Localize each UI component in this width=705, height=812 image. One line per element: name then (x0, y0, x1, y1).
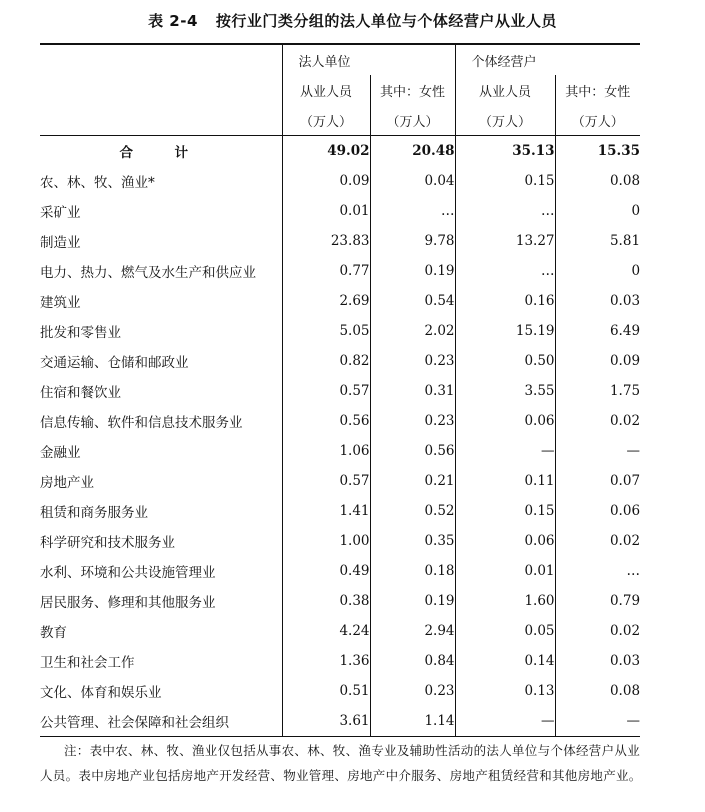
cell-value: 0.50 (455, 346, 555, 376)
cell-value: 6.49 (555, 316, 640, 346)
table-row (40, 376, 640, 406)
cell-value: 0.84 (370, 646, 455, 676)
cell-value: 0.11 (455, 466, 555, 496)
row-label: 教育 (40, 625, 67, 641)
table-row (40, 166, 640, 196)
cell-value: 0.82 (282, 346, 370, 376)
cell-value: 0.06 (455, 406, 555, 436)
row-label: 公共管理、社会保障和社会组织 (40, 706, 282, 737)
table-row (40, 556, 640, 586)
cell-value: 0.09 (555, 346, 640, 376)
cell-value: 0.02 (555, 526, 640, 556)
header-employees-2: 从业人员 (455, 75, 555, 105)
row-label: 采矿业 (40, 205, 81, 221)
cell-value: 5.05 (282, 316, 370, 346)
cell-value: 0.35 (370, 526, 455, 556)
cell-value: 1.00 (282, 526, 370, 556)
cell-value: 2.69 (282, 286, 370, 316)
cell-value: 0.56 (370, 436, 455, 466)
table-row (40, 586, 640, 616)
cell-value: 0.49 (282, 556, 370, 586)
table-row (40, 346, 640, 376)
cell-value: 0.14 (455, 646, 555, 676)
cell-value: 0.79 (555, 586, 640, 616)
cell-value: 49.02 (282, 136, 370, 167)
table-row (40, 466, 640, 496)
cell-value: — (555, 706, 640, 737)
table-row (40, 286, 640, 316)
cell-value: 0.08 (555, 676, 640, 706)
table-row (40, 646, 640, 676)
cell-value: 0.15 (455, 496, 555, 526)
header-female-1: 其中：女性 (370, 75, 455, 105)
header-group-legal-units: 法人单位 (282, 44, 455, 75)
cell-value: 0.19 (370, 586, 455, 616)
cell-value: 0.05 (455, 616, 555, 646)
header-unit-2: （万人） (370, 105, 455, 136)
cell-value: 1.41 (282, 496, 370, 526)
table-row (40, 526, 640, 556)
cell-value: 3.61 (282, 706, 370, 737)
cell-value: 1.60 (455, 586, 555, 616)
header-row-units (40, 105, 640, 136)
row-label: 制造业 (40, 235, 81, 251)
cell-value: — (455, 706, 555, 737)
header-female-2: 其中：女性 (555, 75, 640, 105)
cell-value: 0.09 (282, 166, 370, 196)
cell-value: 0.19 (370, 256, 455, 286)
cell-value: 0.52 (370, 496, 455, 526)
cell-value: 5.81 (555, 226, 640, 256)
cell-value: 0.15 (455, 166, 555, 196)
data-table (40, 43, 640, 737)
cell-value: 9.78 (370, 226, 455, 256)
row-label: 农、林、牧、渔业* (40, 175, 155, 191)
table-row (40, 316, 640, 346)
row-label: 合 计 (119, 145, 202, 161)
cell-value: 15.19 (455, 316, 555, 346)
row-label: 租赁和商务服务业 (40, 505, 148, 521)
table-row (40, 436, 640, 466)
cell-value: 0.51 (282, 676, 370, 706)
cell-value: … (455, 196, 555, 226)
cell-value: 0.02 (555, 406, 640, 436)
cell-value: 0.38 (282, 586, 370, 616)
table-row (40, 406, 640, 436)
cell-value: — (455, 436, 555, 466)
cell-value: 0.57 (282, 466, 370, 496)
cell-value: 0.07 (555, 466, 640, 496)
header-unit-4: （万人） (555, 105, 640, 136)
cell-value: 13.27 (455, 226, 555, 256)
cell-value: 0.23 (370, 406, 455, 436)
row-label: 住宿和餐饮业 (40, 385, 121, 401)
row-label: 金融业 (40, 445, 81, 461)
row-label: 卫生和社会工作 (40, 655, 135, 671)
row-label: 建筑业 (40, 295, 81, 311)
cell-value: 0.31 (370, 376, 455, 406)
header-group-individual: 个体经营户 (455, 44, 640, 75)
cell-value: 0.02 (555, 616, 640, 646)
cell-value: 0 (555, 256, 640, 286)
cell-value: 35.13 (455, 136, 555, 167)
table-row (40, 256, 640, 286)
cell-value: 0.77 (282, 256, 370, 286)
cell-value: 1.06 (282, 436, 370, 466)
table-row (40, 496, 640, 526)
cell-value: 3.55 (455, 376, 555, 406)
table-row-total (40, 136, 640, 167)
row-label: 水利、环境和公共设施管理业 (40, 565, 216, 581)
cell-value: 4.24 (282, 616, 370, 646)
cell-value: 0.23 (370, 346, 455, 376)
cell-value: 0.16 (455, 286, 555, 316)
table-row (40, 706, 640, 737)
cell-value: 2.02 (370, 316, 455, 346)
cell-value: 23.83 (282, 226, 370, 256)
cell-value: 0.13 (455, 676, 555, 706)
table-footnote: 注：表中农、林、牧、渔业仅包括从事农、林、牧、渔专业及辅助性活动的法人单位与个体经营户从业人员。表中房地产业包括房地产开发经营、物业管理、房地产中介服务、房地产租赁经营和其他房地产业。 (40, 743, 642, 783)
cell-value: 0.06 (455, 526, 555, 556)
row-label: 电力、热力、燃气及水生产和供应业 (40, 265, 256, 281)
row-label: 批发和零售业 (40, 325, 121, 341)
row-label: 信息传输、软件和信息技术服务业 (40, 415, 243, 431)
cell-value: — (555, 436, 640, 466)
cell-value: … (555, 556, 640, 586)
cell-value: 0.23 (370, 676, 455, 706)
cell-value: 2.94 (370, 616, 455, 646)
cell-value: 0 (555, 196, 640, 226)
cell-value: 0.03 (555, 646, 640, 676)
cell-value: 0.18 (370, 556, 455, 586)
header-row-groups (40, 44, 640, 75)
table-row (40, 226, 640, 256)
cell-value: 0.54 (370, 286, 455, 316)
cell-value: … (370, 196, 455, 226)
table-row (40, 196, 640, 226)
table-caption: 按行业门类分组的法人单位与个体经营户从业人员 (215, 12, 557, 30)
cell-value: 0.56 (282, 406, 370, 436)
cell-value: 1.75 (555, 376, 640, 406)
cell-value: 0.04 (370, 166, 455, 196)
cell-value: 0.01 (282, 196, 370, 226)
table-title (0, 10, 705, 31)
cell-value: 20.48 (370, 136, 455, 167)
cell-value: 1.36 (282, 646, 370, 676)
cell-value: 0.57 (282, 376, 370, 406)
cell-value: 0.01 (455, 556, 555, 586)
cell-value: 0.21 (370, 466, 455, 496)
table-number: 表 2-4 (148, 12, 198, 30)
table-row (40, 676, 640, 706)
header-unit-1: （万人） (282, 105, 370, 136)
header-unit-3: （万人） (455, 105, 555, 136)
header-employees-1: 从业人员 (282, 75, 370, 105)
row-label: 房地产业 (40, 475, 94, 491)
cell-value: 15.35 (555, 136, 640, 167)
header-row-columns (40, 75, 640, 105)
cell-value: … (455, 256, 555, 286)
cell-value: 0.06 (555, 496, 640, 526)
cell-value: 0.03 (555, 286, 640, 316)
row-label: 居民服务、修理和其他服务业 (40, 595, 216, 611)
cell-value: 1.14 (370, 706, 455, 737)
cell-value: 0.08 (555, 166, 640, 196)
table-row (40, 616, 640, 646)
row-label: 交通运输、仓储和邮政业 (40, 355, 189, 371)
row-label: 文化、体育和娱乐业 (40, 685, 162, 701)
row-label: 科学研究和技术服务业 (40, 535, 175, 551)
